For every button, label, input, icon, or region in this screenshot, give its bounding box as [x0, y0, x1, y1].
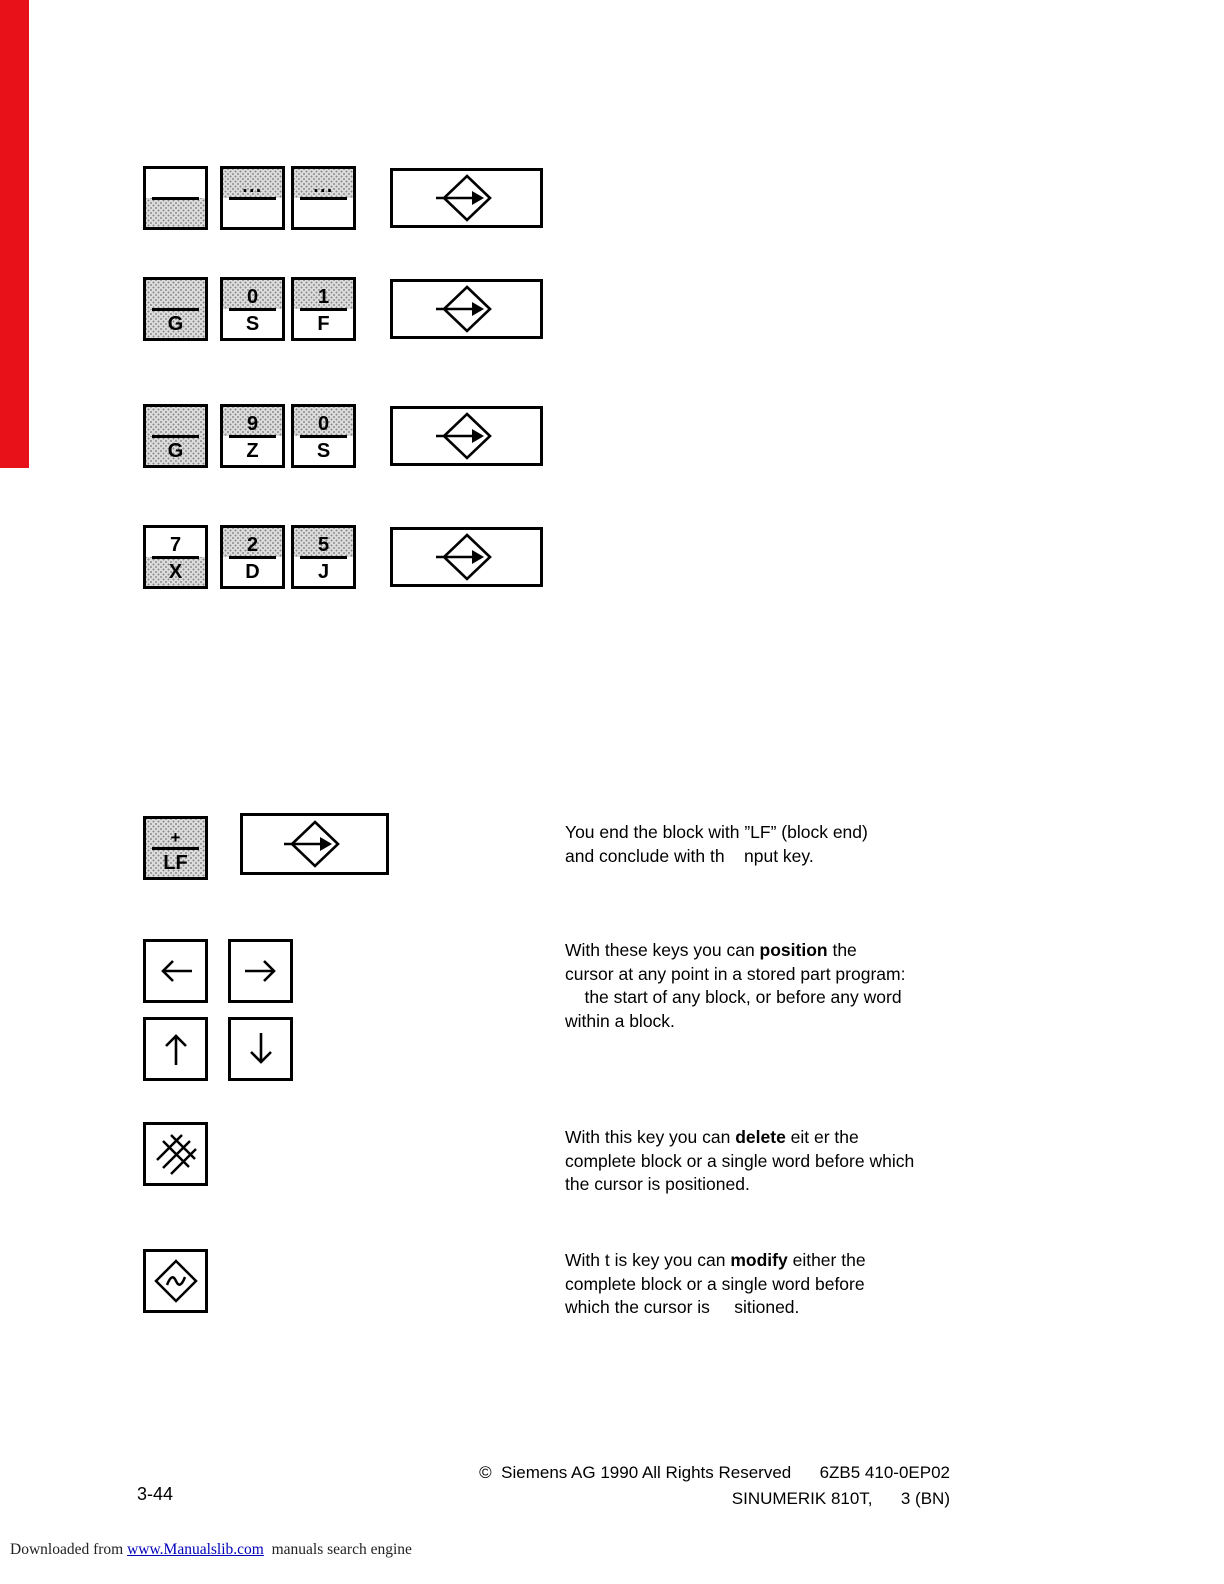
keycap-7-x: [143, 525, 208, 589]
red-margin-bar: [0, 0, 29, 468]
position-text-line-2: cursor at any point in a stored part program:: [565, 963, 906, 984]
position-text-block: [565, 939, 905, 1033]
keycap-bottom: [146, 309, 205, 338]
input-key-1: [390, 168, 543, 228]
keycap-top-label: ...: [242, 176, 263, 197]
input-arrow-icon: [282, 819, 348, 869]
position-text-line-1: [565, 939, 905, 963]
keycap-bottom: [223, 436, 282, 465]
keycap-top-label: ...: [313, 176, 334, 197]
page-number: 3-44: [137, 1484, 174, 1504]
keycap-divider: [300, 556, 347, 559]
modify-post: either the: [787, 1250, 866, 1270]
arrow-right-icon: [240, 950, 282, 992]
watermark-prefix: Downloaded from: [10, 1541, 128, 1558]
keycap-bottom: [294, 309, 353, 338]
keycap-arrow-up: [143, 1017, 208, 1081]
keycap-bottom-label: Z: [246, 439, 259, 462]
keycap-top: [146, 169, 205, 198]
keycap-modify: [143, 1249, 208, 1313]
keycap-g-1: [143, 277, 208, 341]
keycap-bottom: [294, 436, 353, 465]
keycap-divider: [229, 435, 276, 438]
position-pre: With these keys you can: [565, 940, 760, 960]
keycap-top-label: 0: [246, 286, 259, 308]
input-arrow-icon: [434, 532, 500, 582]
keycap-delete: [143, 1122, 208, 1186]
keycap-bottom: [223, 309, 282, 338]
keycap-5-j: [291, 525, 356, 589]
keycap-top-label: 1: [317, 286, 330, 308]
keycap-bottom: [146, 557, 205, 586]
keycap-top: [223, 528, 282, 557]
keycap-divider: [152, 197, 199, 200]
keycap-bottom: [146, 436, 205, 465]
input-arrow-icon: [434, 411, 500, 461]
keycap-bottom-label: D: [245, 560, 260, 583]
keycap-top: [146, 407, 205, 436]
keycap-divider: [229, 308, 276, 311]
keycap-divider: [152, 556, 199, 559]
keycap-bottom-label: S: [316, 439, 331, 462]
keycap-arrow-down: [228, 1017, 293, 1081]
keycap-bottom: [146, 198, 205, 227]
input-key-2: [390, 279, 543, 339]
delete-bold: delete: [735, 1127, 786, 1147]
input-arrow-icon: [434, 284, 500, 334]
delete-hatch-icon: [153, 1131, 199, 1177]
keycap-bottom: [294, 198, 353, 227]
keycap-divider: [300, 197, 347, 200]
keycap-0-s-2: [291, 404, 356, 468]
arrow-left-icon: [155, 950, 197, 992]
keycap-arrow-left: [143, 939, 208, 1003]
keycap-top-label: 9: [246, 413, 259, 435]
keycap-0-s-1: [220, 277, 285, 341]
lf-text-line-2: and conclude with th nput key.: [565, 845, 814, 866]
copyright-line: © Siemens AG 1990 All Rights Reserved 6ZB5 410-0EP02: [479, 1463, 950, 1482]
keycap-lf: [143, 816, 208, 880]
input-key-4: [390, 527, 543, 587]
keycap-top: [223, 407, 282, 436]
keycap-dots-1: [220, 166, 285, 230]
keycap-bottom-label: J: [317, 560, 330, 583]
arrow-up-icon: [155, 1028, 197, 1070]
modify-bold: modify: [730, 1250, 788, 1270]
keycap-blank: [143, 166, 208, 230]
keycap-divider: [229, 197, 276, 200]
lf-text-line-1: You end the block with ”LF” (block end): [565, 822, 868, 842]
keycap-top: [294, 528, 353, 557]
keycap-divider: [229, 556, 276, 559]
keycap-top: [294, 169, 353, 198]
keycap-dots-2: [291, 166, 356, 230]
keycap-bottom: [223, 557, 282, 586]
input-key-5: [240, 813, 389, 875]
keycap-bottom: [146, 848, 205, 877]
position-bold: position: [759, 940, 828, 960]
keycap-bottom-label: S: [245, 312, 260, 335]
keycap-bottom: [294, 557, 353, 586]
keycap-bottom-label: LF: [163, 851, 188, 874]
product-line: SINUMERIK 810T, 3 (BN): [731, 1489, 950, 1508]
keycap-top-label: 2: [246, 534, 259, 556]
keycap-divider: [300, 435, 347, 438]
lf-text-block: [565, 821, 868, 868]
keycap-bottom-label: G: [167, 439, 184, 462]
modify-pre: With t is key you can: [565, 1250, 731, 1270]
modify-text-block: [565, 1249, 866, 1320]
keycap-bottom-label: F: [317, 312, 330, 335]
delete-pre: With this key you can: [565, 1127, 736, 1147]
keycap-g-2: [143, 404, 208, 468]
modify-diamond-icon: [152, 1257, 200, 1305]
delete-text-block: [565, 1126, 914, 1197]
position-text-line-3: the start of any block, or before any word: [565, 987, 902, 1007]
keycap-top-label: 5: [317, 534, 330, 556]
delete-post: eit er the: [785, 1127, 859, 1147]
watermark: [10, 1541, 412, 1559]
keycap-top-label: 7: [169, 534, 182, 556]
watermark-suffix: manuals search engine: [263, 1541, 412, 1558]
delete-text-line-1: [565, 1126, 914, 1150]
keycap-top-label: 0: [317, 413, 330, 435]
manualslib-link[interactable]: www.Manualslib.com: [127, 1541, 264, 1558]
keycap-1-f: [291, 277, 356, 341]
keycap-bottom: [223, 198, 282, 227]
keycap-divider: [152, 435, 199, 438]
keycap-top: [146, 819, 205, 848]
keycap-arrow-right: [228, 939, 293, 1003]
keycap-top-label: +: [170, 828, 181, 847]
keycap-divider: [152, 847, 199, 850]
keycap-top: [294, 407, 353, 436]
position-text-line-4: within a block.: [565, 1010, 675, 1031]
keycap-2-d: [220, 525, 285, 589]
delete-text-line-2: complete block or a single word before which: [565, 1150, 915, 1171]
arrow-down-icon: [240, 1028, 282, 1070]
keycap-top: [223, 280, 282, 309]
modify-text-line-3: which the cursor is sitioned.: [565, 1297, 800, 1317]
modify-text-line-1: [565, 1249, 866, 1273]
keycap-divider: [152, 308, 199, 311]
keycap-bottom-label: X: [168, 560, 183, 583]
keycap-top: [294, 280, 353, 309]
keycap-bottom-label: G: [167, 312, 184, 335]
keycap-top: [223, 169, 282, 198]
modify-text-line-2: complete block or a single word before: [565, 1273, 865, 1294]
keycap-top: [146, 528, 205, 557]
delete-text-line-3: the cursor is positioned.: [565, 1174, 750, 1194]
keycap-top: [146, 280, 205, 309]
position-post: the: [827, 940, 857, 960]
keycap-divider: [300, 308, 347, 311]
input-arrow-icon: [434, 173, 500, 223]
input-key-3: [390, 406, 543, 466]
keycap-9-z: [220, 404, 285, 468]
